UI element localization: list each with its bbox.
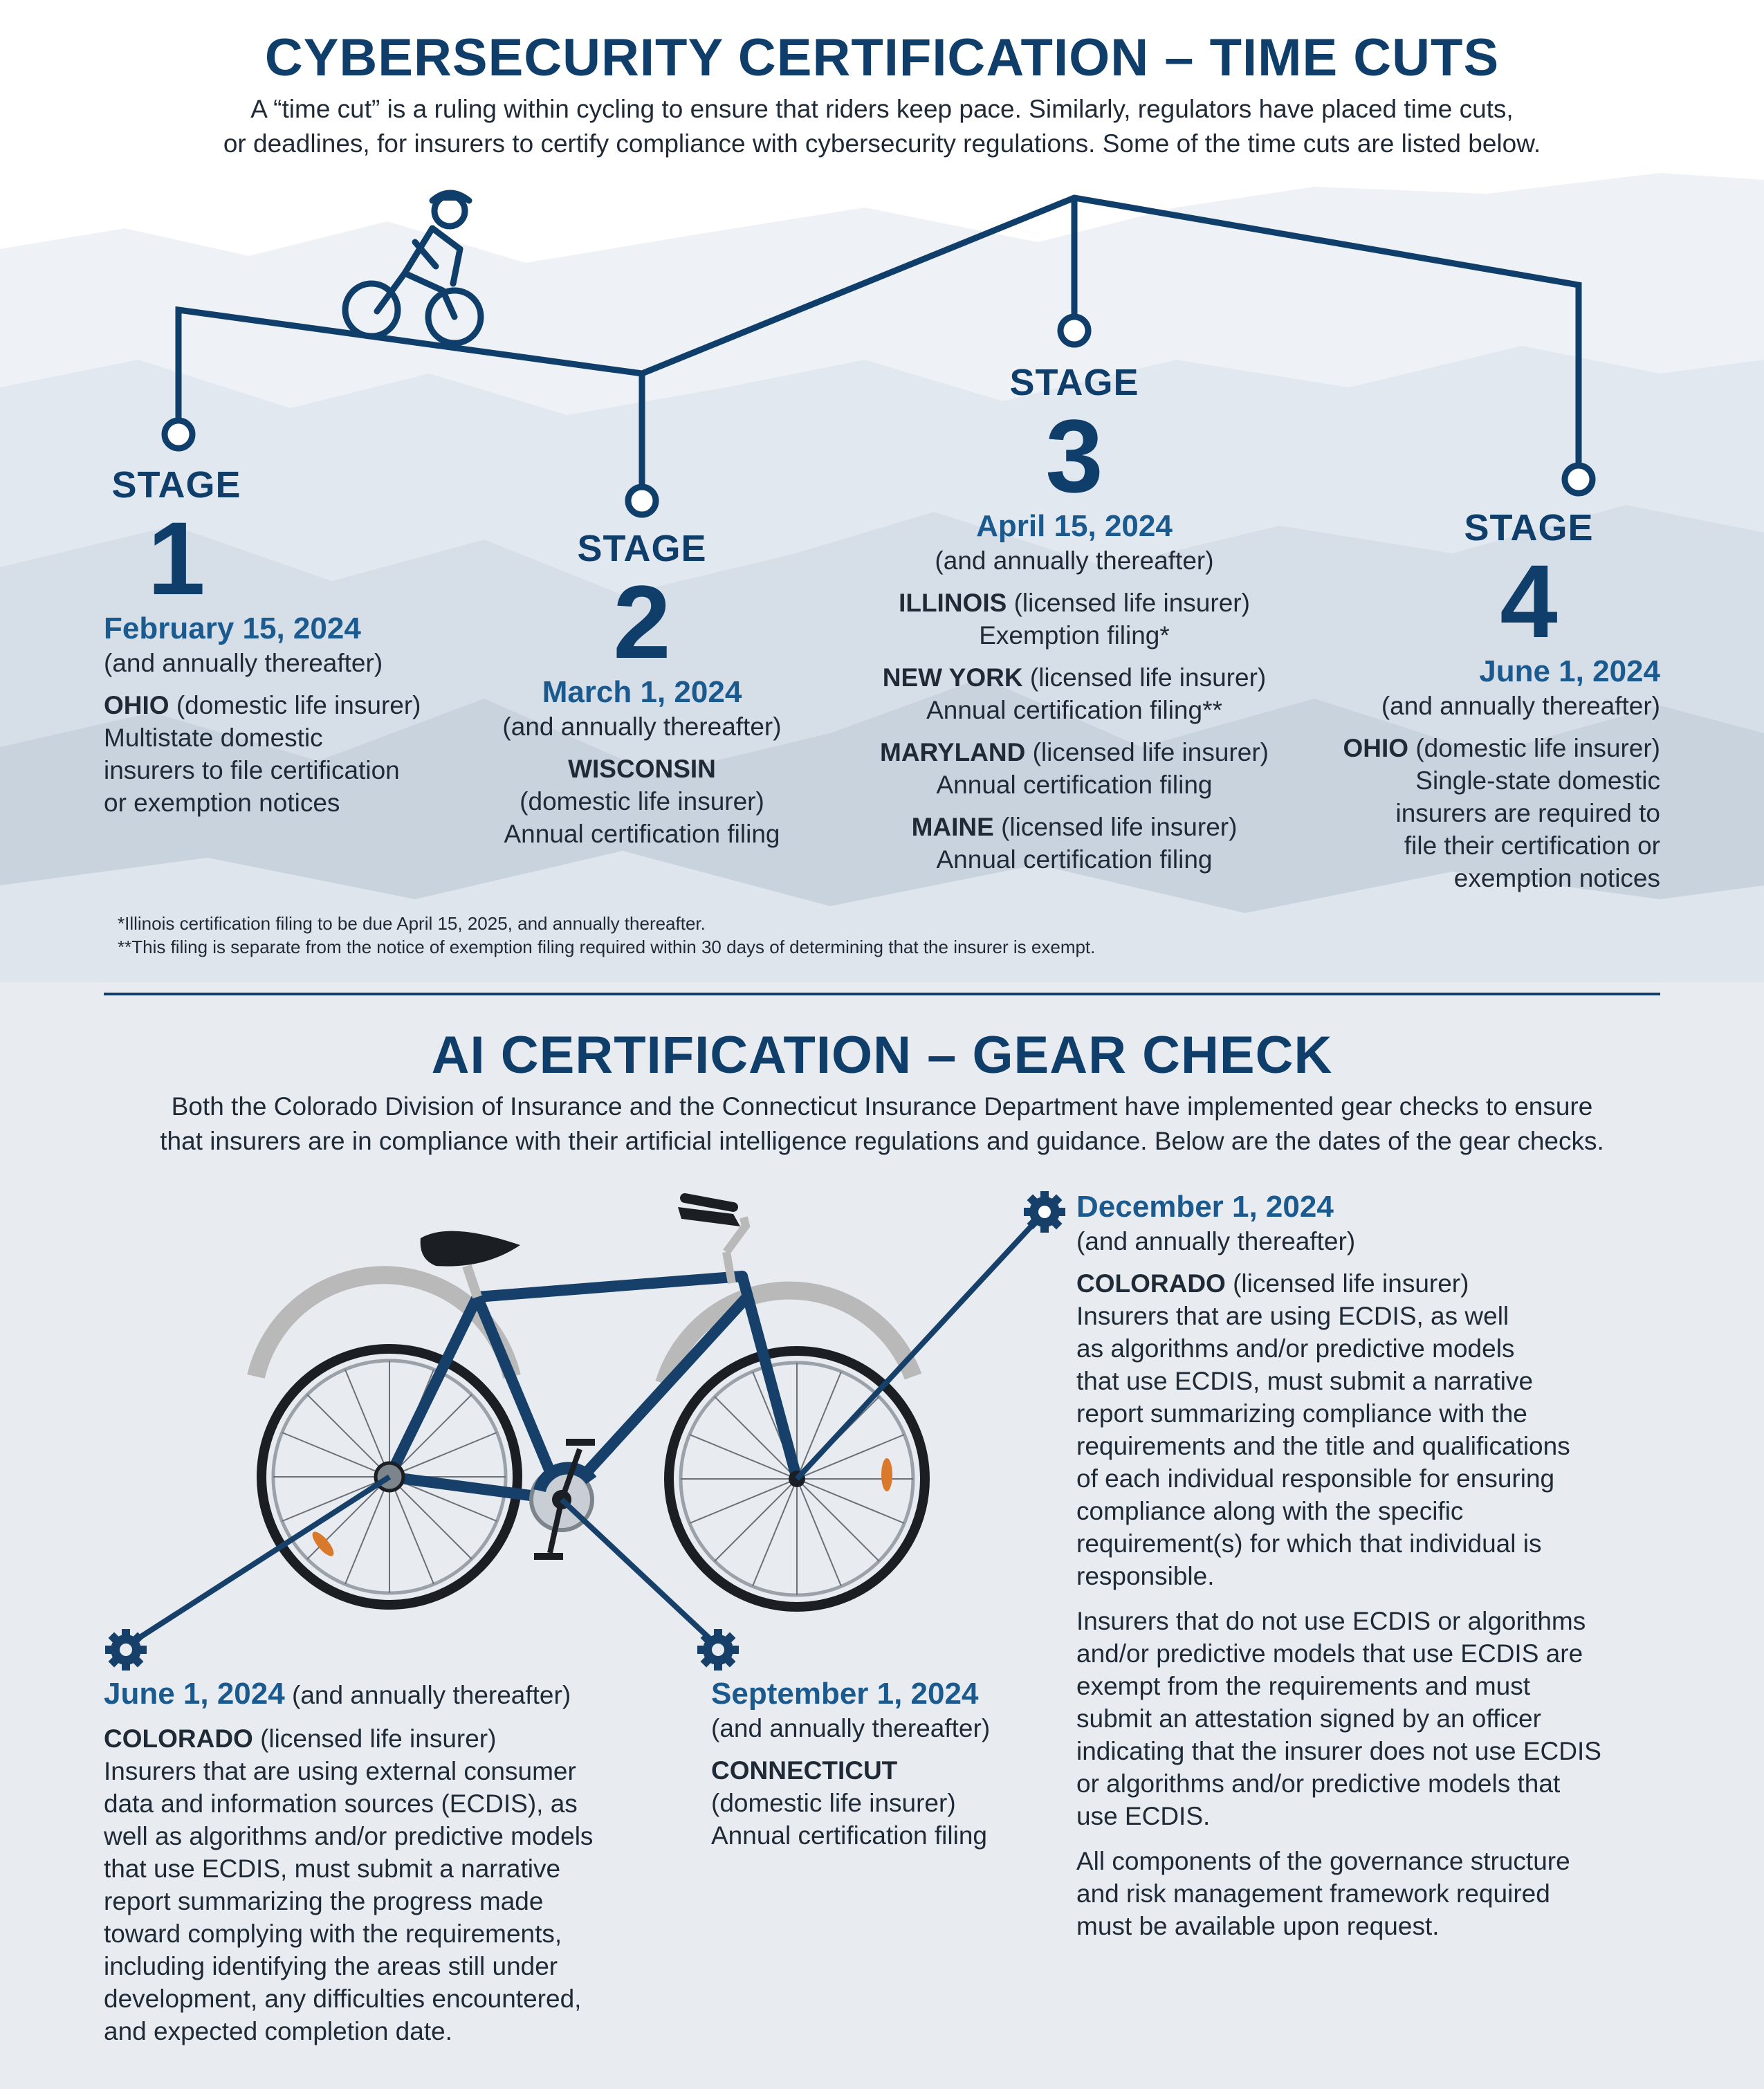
insurer-type: (domestic life insurer) xyxy=(169,691,421,719)
entry-line: All components of the governance structure xyxy=(1076,1847,1570,1875)
entry-line: that use ECDIS, must submit a narrative xyxy=(1076,1367,1534,1395)
gear-icon xyxy=(105,1629,147,1671)
stage-entry xyxy=(1301,732,1660,894)
check-annual: (and annually thereafter) xyxy=(711,1714,991,1742)
entry-line: toward complying with the requirements, xyxy=(104,1920,562,1948)
section1-title: CYBERSECURITY CERTIFICATION – TIME CUTS xyxy=(264,28,1500,87)
insurer-type: (licensed life insurer) xyxy=(1025,738,1269,766)
state-name: MAINE xyxy=(911,813,994,841)
entry-line: must be available upon request. xyxy=(1076,1912,1440,1940)
entry-line: that use ECDIS, must submit a narrative xyxy=(104,1855,561,1883)
insurer-type: (licensed life insurer) xyxy=(252,1724,497,1753)
entry-line: Multistate domestic xyxy=(104,724,323,752)
stage-label: STAGE xyxy=(1464,507,1594,549)
stage-number: 1 xyxy=(147,500,205,616)
section1-intro xyxy=(0,92,1764,161)
entry-line: Insurers that do not use ECDIS or algorithms xyxy=(1076,1607,1586,1635)
stage-label: STAGE xyxy=(111,464,241,506)
entry-line: of each individual responsible for ensuring xyxy=(1076,1464,1555,1493)
entry-line: well as algorithms and/or predictive models xyxy=(104,1822,594,1850)
entry-line: including identifying the areas still under xyxy=(104,1952,558,1980)
insurer-type: (licensed life insurer) xyxy=(993,813,1238,841)
insurer-type: (licensed life insurer) xyxy=(1022,663,1267,692)
stage-3 xyxy=(832,361,1316,876)
check-date: June 1, 2024 xyxy=(104,1677,285,1711)
entry-line: file their certification or xyxy=(1404,831,1660,860)
entry-line: development, any difficulties encountered, xyxy=(104,1985,582,2013)
stage-entry xyxy=(832,661,1316,726)
stage-annual: (and annually thereafter) xyxy=(104,649,383,677)
stage-entry xyxy=(832,736,1316,801)
gear-icon xyxy=(1024,1191,1065,1233)
stage-entry xyxy=(469,753,815,850)
entry-line: and/or predictive models that use ECDIS are xyxy=(1076,1639,1583,1668)
state-name: ILLINOIS xyxy=(899,589,1007,617)
entry-line: Annual certification filing xyxy=(936,845,1213,874)
entry-line: Annual certification filing xyxy=(504,820,780,848)
check-entry xyxy=(711,1754,1071,1852)
stage-annual: (and annually thereafter) xyxy=(1381,692,1660,720)
entry-line: and expected completion date. xyxy=(104,2017,452,2045)
entry-line: indicating that the insurer does not use ECDIS xyxy=(1076,1737,1601,1765)
stage-date: March 1, 2024 xyxy=(542,675,742,709)
entry-line: report summarizing compliance with the xyxy=(1076,1399,1527,1428)
entry-line: or algorithms and/or predictive models that xyxy=(1076,1769,1561,1798)
footnote-2: **This filing is separate from the notice of exemption filing required within 30 days of determining that the insurer is exempt. xyxy=(118,937,1096,957)
entry-line: as algorithms and/or predictive models xyxy=(1076,1334,1515,1363)
entry-line: Single-state domestic xyxy=(1415,766,1660,795)
check-annual: (and annually thereafter) xyxy=(1076,1227,1356,1255)
stage-annual: (and annually thereafter) xyxy=(935,546,1214,575)
stage-entry xyxy=(832,811,1316,876)
state-name: COLORADO xyxy=(104,1724,253,1753)
entry-line: requirements and the title and qualifications xyxy=(1076,1432,1570,1460)
check-paragraph-2 xyxy=(1076,1605,1699,1832)
stage-annual: (and annually thereafter) xyxy=(502,712,782,741)
entry-line: responsible. xyxy=(1076,1562,1215,1590)
entry-line: compliance along with the specific xyxy=(1076,1497,1464,1525)
insurer-type: (licensed life insurer) xyxy=(1225,1269,1469,1298)
entry-line: report summarizing the progress made xyxy=(104,1887,544,1915)
entry-line: insurers are required to xyxy=(1395,799,1660,827)
entry-line: Exemption filing* xyxy=(979,621,1170,650)
entry-line: submit an attestation signed by an officer xyxy=(1076,1704,1541,1733)
insurer-type: (licensed life insurer) xyxy=(1007,589,1250,617)
section2-title: AI CERTIFICATION – GEAR CHECK xyxy=(431,1026,1333,1085)
footnote-1: *Illinois certification filing to be due April 15, 2025, and annually thereafter. xyxy=(118,913,706,934)
state-name: WISCONSIN xyxy=(568,755,716,783)
check-entry xyxy=(1076,1267,1699,1592)
stage-label: STAGE xyxy=(1009,362,1139,403)
check-entry xyxy=(104,1722,678,2047)
stage-entry xyxy=(104,689,463,819)
stage-date: June 1, 2024 xyxy=(1479,654,1660,688)
entry-line: exemption notices xyxy=(1453,864,1660,892)
section2-intro-line1: Both the Colorado Division of Insurance and the Connecticut Insurance Department have implemented gear checks to ensure xyxy=(171,1092,1593,1121)
check-annual: (and annually thereafter) xyxy=(284,1681,571,1709)
footnotes xyxy=(118,912,1501,959)
section2-intro xyxy=(0,1089,1764,1159)
check-date: September 1, 2024 xyxy=(711,1677,979,1711)
check-date: December 1, 2024 xyxy=(1076,1190,1334,1224)
state-name: CONNECTICUT xyxy=(711,1756,898,1785)
stage-date: February 15, 2024 xyxy=(104,611,361,645)
stage-date: April 15, 2024 xyxy=(976,509,1173,543)
entry-line: Insurers that are using external consumer xyxy=(104,1757,576,1785)
insurer-type: (domestic life insurer) xyxy=(711,1789,956,1817)
stage-label: STAGE xyxy=(577,528,707,569)
insurer-type: (domestic life insurer) xyxy=(1408,734,1660,762)
stage-number: 3 xyxy=(1045,398,1103,514)
state-name: OHIO xyxy=(1343,734,1409,762)
entry-line: Insurers that are using ECDIS, as well xyxy=(1076,1302,1509,1330)
stage-2 xyxy=(469,527,815,850)
check-paragraph-3 xyxy=(1076,1845,1699,1942)
state-name: NEW YORK xyxy=(882,663,1023,692)
entry-line: exempt from the requirements and must xyxy=(1076,1672,1531,1700)
insurer-type: (domestic life insurer) xyxy=(520,787,764,816)
entry-line: Annual certification filing xyxy=(936,771,1213,799)
gear-icon xyxy=(697,1629,739,1671)
entry-line: Annual certification filing** xyxy=(926,696,1222,724)
section1-intro-line1: A “time cut” is a ruling within cycling to ensure that riders keep pace. Similarly, regulators have placed time cuts, xyxy=(250,95,1514,123)
entry-line: or exemption notices xyxy=(104,789,340,817)
gear-check-june xyxy=(104,1675,678,2047)
entry-line: requirement(s) for which that individual is xyxy=(1076,1529,1542,1558)
stage-number: 4 xyxy=(1500,543,1558,659)
gear-check-december xyxy=(1076,1188,1699,1942)
state-name: OHIO xyxy=(104,691,169,719)
entry-line: data and information sources (ECDIS), as xyxy=(104,1789,578,1818)
entry-line: use ECDIS. xyxy=(1076,1802,1211,1830)
entry-line: and risk management framework required xyxy=(1076,1879,1550,1908)
section2-intro-line2: that insurers are in compliance with their artificial intelligence regulations and guidance. Below are the dates of the gear checks. xyxy=(160,1127,1604,1155)
gear-check-september xyxy=(711,1675,1071,1852)
entry-line: Annual certification filing xyxy=(711,1821,987,1850)
state-name: COLORADO xyxy=(1076,1269,1226,1298)
section1-intro-line2: or deadlines, for insurers to certify compliance with cybersecurity regulations. Some of the time cuts are listed below. xyxy=(223,129,1541,158)
stage-1 xyxy=(104,463,463,819)
state-name: MARYLAND xyxy=(880,738,1026,766)
entry-line: insurers to file certification xyxy=(104,756,400,784)
stage-4 xyxy=(1301,506,1660,894)
stage-number: 2 xyxy=(613,564,671,680)
stage-entry xyxy=(832,587,1316,652)
